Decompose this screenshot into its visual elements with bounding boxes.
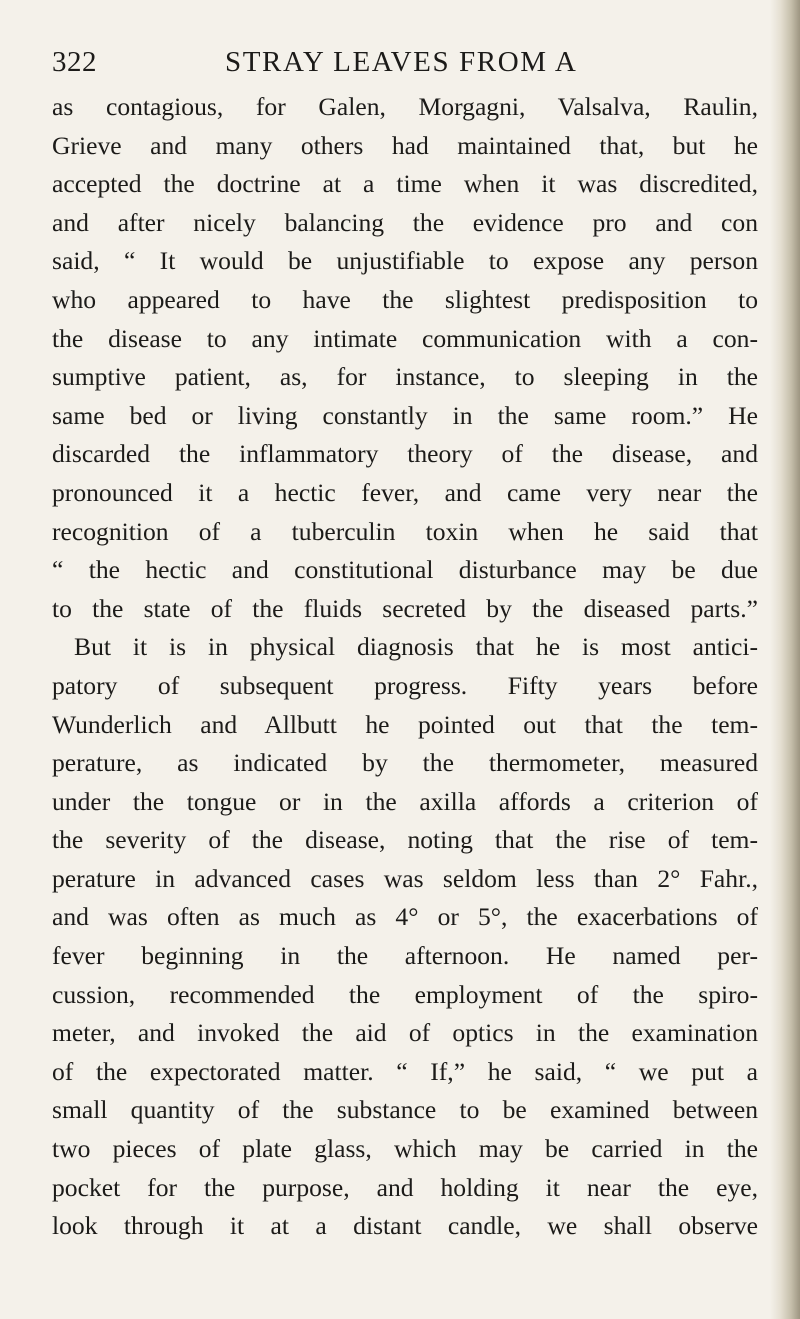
text-line: pronounced it a hectic fever, and came very near the — [52, 477, 758, 507]
text-line: But it is in physical diagnosis that he is most antici- — [74, 632, 758, 662]
text-line: the disease to any intimate communication with a con- — [52, 323, 758, 353]
page-edge-shadow — [770, 0, 800, 1319]
text-line: recognition of a tuberculin toxin when he said that — [52, 516, 758, 546]
page-number: 322 — [52, 46, 97, 78]
text-line: the severity of the disease, noting that the rise of tem- — [52, 825, 758, 855]
text-line: sumptive patient, as, for instance, to sleeping in the — [52, 362, 758, 392]
text-line: perature in advanced cases was seldom less than 2° Fahr., — [52, 863, 758, 893]
text-line: to the state of the fluids secreted by the diseased parts.” — [52, 593, 758, 623]
text-line: accepted the doctrine at a time when it was discredited, — [52, 169, 758, 199]
text-line: Grieve and many others had maintained that, but he — [52, 130, 758, 160]
text-line: two pieces of plate glass, which may be carried in the — [52, 1134, 758, 1164]
text-line: Wunderlich and Allbutt he pointed out that the tem- — [52, 709, 758, 739]
text-line: cussion, recommended the employment of the spiro- — [52, 979, 758, 1009]
text-line: small quantity of the substance to be examined between — [52, 1095, 758, 1125]
text-line: and was often as much as 4° or 5°, the exacerbations of — [52, 902, 758, 932]
text-line: discarded the inflammatory theory of the disease, and — [52, 439, 758, 469]
text-line: said, “ It would be unjustifiable to expose any person — [52, 246, 758, 276]
text-line: under the tongue or in the axilla affords a criterion of — [52, 786, 758, 816]
text-line: perature, as indicated by the thermometer, measured — [52, 748, 758, 778]
text-line: as contagious, for Galen, Morgagni, Valsalva, Raulin, — [52, 92, 758, 121]
text-line: who appeared to have the slightest predisposition to — [52, 284, 758, 314]
text-line: patory of subsequent progress. Fifty years before — [52, 670, 758, 700]
running-head: STRAY LEAVES FROM A — [225, 46, 578, 78]
text-line: pocket for the purpose, and holding it near the eye, — [52, 1172, 758, 1202]
text-line: and after nicely balancing the evidence pro and con — [52, 207, 758, 237]
text-line: of the expectorated matter. “ If,” he said, “ we put a — [52, 1056, 758, 1086]
text-line: same bed or living constantly in the same room.” He — [52, 400, 758, 430]
body-text — [52, 88, 758, 1246]
text-line: “ the hectic and constitutional disturbance may be due — [52, 555, 758, 585]
text-line: look through it at a distant candle, we shall observe — [52, 1211, 758, 1241]
text-line: meter, and invoked the aid of optics in the examination — [52, 1018, 758, 1048]
text-line: fever beginning in the afternoon. He named per- — [52, 941, 758, 971]
